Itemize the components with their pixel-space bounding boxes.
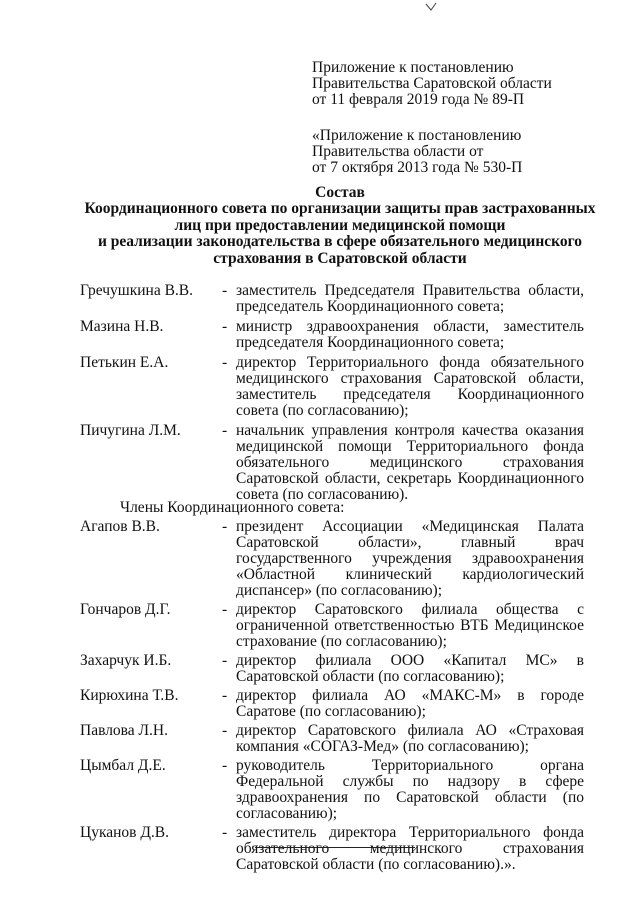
member-row (80, 758, 590, 822)
member-role: президент Ассоциации «Медицинская Палата Саратовской области», главный врач государственного учреждения здравоохранения «Областной клинический кардиологический диспансер» (по согласованию); (236, 518, 584, 599)
dash-separator: - (222, 282, 228, 299)
previous-appendix-line: «Приложение к постановлению (312, 127, 522, 144)
members-heading: Члены Координационного совета: (120, 499, 345, 516)
appendix-reference (312, 60, 612, 108)
dash-separator: - (222, 722, 228, 739)
title-line: лиц при предоставлении медицинской помощи (174, 216, 506, 234)
member-row (80, 688, 590, 720)
title-line: и реализации законодательства в сфере обязательного медицинского (97, 233, 583, 251)
member-role: министр здравоохранения области, заместитель председателя Координационного совета; (236, 318, 584, 351)
dash-separator: - (222, 824, 228, 841)
member-name: Гончаров Д.Г. (80, 601, 171, 618)
appendix-line: Приложение к постановлению (312, 59, 514, 76)
member-name: Цуканов Д.В. (80, 824, 170, 841)
leadership-row (80, 355, 590, 419)
member-role: заместитель Председателя Правительства области, председатель Координационного совета; (236, 282, 584, 315)
member-role: директор Территориального фонда обязательного медицинского страхования Саратовской области, заместитель председателя Координационного совета (по согласованию); (236, 354, 584, 419)
member-row (80, 519, 590, 599)
member-role: директор Саратовского филиала АО «Страховая компания «СОГАЗ-Мед» (по согласованию); (236, 722, 584, 755)
previous-appendix-line: от 7 октября 2013 года № 530-П (312, 159, 523, 176)
member-name: Захарчук И.Б. (80, 652, 172, 669)
member-name: Кирюхина Т.В. (80, 687, 179, 704)
title-heading: Состав (315, 184, 365, 201)
dash-separator: - (222, 318, 228, 335)
dash-separator: - (222, 652, 228, 669)
leadership-list (80, 283, 590, 507)
document-title (70, 185, 610, 267)
member-role: директор филиала ООО «Капитал МС» в Саратовской области (по согласованию); (236, 652, 584, 685)
member-row (80, 602, 590, 650)
end-rule (255, 847, 415, 848)
dash-separator: - (222, 518, 228, 535)
member-row (80, 653, 590, 685)
member-name: Петькин Е.А. (80, 354, 169, 371)
appendix-line: от 11 февраля 2019 года № 89-П (312, 91, 525, 108)
scan-mark (425, 2, 437, 12)
dash-separator: - (222, 354, 228, 371)
leadership-row (80, 319, 590, 351)
title-line: страхования в Саратовской области (213, 249, 467, 267)
member-row (80, 723, 590, 755)
member-name: Гречушкина В.В. (80, 282, 194, 299)
member-role: руководитель Территориального органа Федеральной службы по надзору в сфере здравоохранения по Саратовской области (по согласованию); (236, 757, 584, 822)
appendix-line: Правительства Саратовской области (312, 75, 552, 92)
members-list (80, 519, 590, 876)
dash-separator: - (222, 757, 228, 774)
leadership-row (80, 283, 590, 315)
member-role: директор Саратовского филиала общества с ограниченной ответственностью ВТБ Медицинское страхование (по согласованию); (236, 601, 584, 650)
member-role: заместитель директора Территориального фонда обязательного медицинского страхования Саратовской области (по согласованию).». (236, 824, 584, 873)
member-name: Мазина Н.В. (80, 318, 164, 335)
member-role: начальник управления контроля качества оказания медицинской помощи Территориального фонда обязательного медицинского страхования Саратовской области, секретарь Координационного совета (по согласованию). (236, 422, 584, 503)
member-row (80, 825, 590, 873)
dash-separator: - (222, 601, 228, 618)
previous-appendix-reference (312, 128, 612, 176)
member-name: Агапов В.В. (80, 518, 160, 535)
member-name: Цымбал Д.Е. (80, 757, 166, 774)
dash-separator: - (222, 422, 228, 439)
leadership-row (80, 423, 590, 503)
member-name: Павлова Л.Н. (80, 722, 168, 739)
member-role: директор филиала АО «МАКС-М» в городе Саратове (по согласованию); (236, 687, 584, 720)
member-name: Пичугина Л.М. (80, 422, 181, 439)
previous-appendix-line: Правительства области от (312, 143, 484, 160)
dash-separator: - (222, 687, 228, 704)
title-line: Координационного совета по организации защиты прав застрахованных (84, 200, 596, 218)
